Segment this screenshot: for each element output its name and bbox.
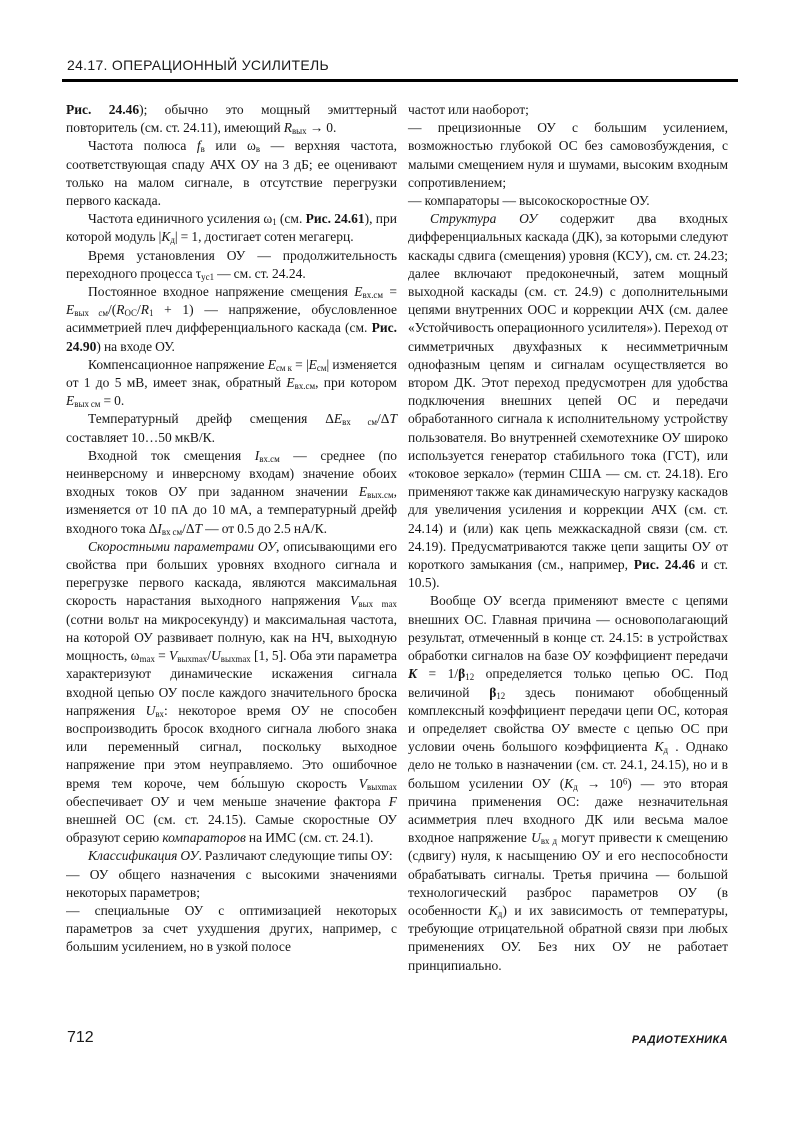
text-run: ); обычно это мощный эмиттерный повторитель (см. ст. 24.11), имеющий — [66, 102, 397, 136]
text-run: = — [383, 284, 397, 300]
text-run: вх см — [342, 417, 378, 428]
paragraph — [66, 356, 397, 411]
text-run: компараторов — [162, 830, 246, 846]
text-run: V — [169, 648, 178, 664]
paragraph — [66, 866, 397, 902]
text-run: вх см — [161, 526, 183, 537]
text-run: вых.см — [367, 490, 394, 501]
text-run: E — [308, 356, 317, 372]
column-left — [66, 101, 397, 1026]
text-run: F — [388, 793, 397, 809]
text-run: выхmax — [177, 654, 208, 665]
paragraph — [408, 210, 728, 592]
text-run: Структура ОУ — [430, 211, 538, 227]
text-run: ) — это вторая причина применения ОС: даже незначительная асимметрия плеч входного ДК или весьма малое входное напряжение — [408, 775, 728, 846]
text-run: I — [157, 520, 162, 536]
text-run: — верхняя частота, соответствующая спаду АЧХ ОУ на 3 дБ; ее оценивают только на малом сигнале, в отсутствие перегрузки первого каскада. — [66, 138, 397, 209]
text-run: , при котором — [315, 375, 397, 391]
text-run: R — [116, 302, 125, 318]
text-run: Классификация ОУ — [88, 848, 199, 864]
text-run: T — [389, 411, 397, 427]
text-run: Рис. 24.46 — [66, 102, 140, 117]
text-run: — компараторы — высокоскоростные ОУ. — [408, 193, 650, 209]
text-run: д — [170, 235, 175, 246]
text-run: V — [358, 775, 368, 791]
paragraph — [408, 119, 728, 192]
text-run: , изменяется от 10 пА до 10 мА, а температурный дрейф входного тока Δ — [66, 484, 397, 536]
text-run: | изменяется от 1 до 5 мВ, имеет знак, обратный — [66, 356, 397, 391]
paragraph — [66, 902, 397, 957]
text-run: Скоростными параметрами ОУ — [88, 538, 276, 554]
text-run: . Различают следующие типы ОУ: — [198, 848, 393, 864]
text-run: Температурный дрейф смещения Δ — [88, 411, 334, 427]
text-run: см — [316, 362, 327, 373]
text-run: составляет 10…50 мкВ/К. — [66, 429, 216, 445]
text-run: (см. — [276, 211, 306, 227]
text-run: Вообще ОУ всегда применяют вместе с цепями внешних ОС. Главная причина — основополагающий результат, отмеченный в конце ст. 24.15: в устройствах обработки сигналов на базе ОУ коэффициент передачи — [408, 593, 728, 664]
text-run: вх.см — [294, 381, 316, 392]
text-run: см к — [275, 362, 292, 373]
text-run: — прецизионные ОУ с большим усилением, возможностью глубокой ОС без самовозбуждения, с малыми смещением нуля и шумами, высоким входным сопротивлением; — [408, 120, 728, 190]
text-run: = — [154, 648, 169, 664]
text-run: в — [255, 144, 261, 155]
text-run: R — [283, 120, 292, 136]
text-run: → 10 — [577, 775, 623, 791]
text-run: /Δ — [377, 411, 390, 427]
text-run: д — [663, 745, 669, 756]
text-run: — специальные ОУ с оптимизацией некоторых параметров за счет ухудшения других, например, с большим усилением, но в узкой полосе — [66, 902, 397, 955]
text-run: 1 — [272, 217, 277, 228]
text-run: | = 1, достигает сотен мегагерц. — [174, 229, 354, 245]
text-run: K — [488, 902, 498, 918]
text-run: Компенсационное напряжение — [88, 356, 268, 372]
text-run: : некоторое время ОУ не способен воспроизводить бросок входного сигнала любого знака или переменный сигнал, поскольку выходное напряжение при этом неуправляемо. Это ошибочное время тем короче, чем бо́льшую скорость — [66, 702, 397, 791]
text-run: E — [66, 302, 75, 318]
text-run: E — [358, 484, 368, 500]
text-run: I — [254, 447, 260, 463]
text-run: K — [408, 666, 418, 682]
text-run: вых max — [358, 599, 397, 610]
text-run: — среднее (по неинверсному и инверсному входам) значение обоих входных токов ОУ при заданном значении — [66, 447, 397, 500]
text-run: Рис. 24.61 — [305, 211, 365, 227]
text-run: Рис. 24.46 — [633, 557, 696, 573]
paragraph — [66, 210, 397, 246]
text-run: выхmax — [220, 654, 251, 665]
text-run: ), при которой модуль | — [66, 211, 397, 245]
paragraph — [408, 592, 728, 974]
section-heading: 24.17. ОПЕРАЦИОННЫЙ УСИЛИТЕЛЬ — [67, 57, 329, 73]
text-run: E — [286, 375, 295, 391]
paragraph — [66, 101, 397, 137]
text-run: — ОУ общего назначения с высокими значениями некоторых параметров; — [66, 866, 397, 900]
text-run: — см. ст. 24.24. — [214, 265, 306, 281]
text-run: (сотни вольт на микросекунду) и максимальная частота, на которой ОУ развивает полную, как на НЧ, выходную мощность, ω — [66, 611, 397, 664]
paragraph — [66, 847, 397, 865]
text-run: [1, 5]. Оба эти параметра характеризуют динамические искажения сигнала входной цепью ОУ после каждого значительного броска напряжения — [66, 648, 397, 718]
text-run: 6 — [622, 775, 628, 786]
text-run: U — [531, 830, 541, 846]
paragraph — [408, 192, 728, 210]
text-body — [66, 101, 728, 1026]
page-number: 712 — [67, 1029, 94, 1046]
text-run: E — [354, 284, 363, 300]
text-run: , описывающими его свойства при больших уровнях входного сигнала и перегрузке первого каскада, являются максимальная скорость нарастания выходного напряжения — [66, 538, 398, 609]
text-run: f — [196, 138, 201, 154]
text-run: 1 — [149, 308, 154, 319]
text-run: . Однако дело не только в назначении (см. ст. 24.1, 24.15), но и в большом усилении ОУ ( — [408, 739, 728, 791]
text-run: K — [654, 739, 664, 755]
paragraph — [66, 538, 397, 847]
text-run: вх д — [540, 836, 557, 847]
paragraph — [408, 101, 728, 119]
journal-title: РАДИОТЕХНИКА — [631, 1034, 728, 1046]
text-run: вых см — [74, 308, 109, 319]
paragraph — [66, 410, 397, 446]
text-run: вх.см — [259, 453, 280, 464]
text-run: /( — [108, 302, 117, 318]
text-run: 12 — [496, 690, 506, 701]
text-run: E — [333, 411, 343, 427]
text-run: E — [66, 393, 75, 409]
text-run: /Δ — [182, 520, 195, 536]
text-run: + 1) — напряжение, обусловленное асимметрией плеч дифференциального каскада (см. — [66, 302, 397, 336]
text-run: 12 — [465, 672, 475, 683]
paragraph — [66, 447, 397, 538]
text-run: / — [137, 302, 141, 318]
text-run: Рис. 24.90 — [66, 320, 397, 354]
text-run: обеспечивает ОУ и чем меньше значение фактора — [66, 793, 389, 809]
text-run: V — [350, 593, 359, 609]
text-run: → 0. — [306, 120, 337, 136]
text-run: вх — [155, 708, 165, 719]
text-run: вых — [291, 126, 307, 137]
text-run: ) и их зависимость от температуры, требующие отрицательной обратной связи при любых применениях ОУ. Без них ОУ не работает принципиально. — [408, 902, 728, 973]
text-run: ус1 — [201, 271, 215, 282]
text-run: — от 0.5 до 2.5 нА/К. — [202, 520, 327, 536]
text-run: T — [194, 520, 203, 536]
text-run: = | — [291, 356, 309, 372]
text-run: здесь понимают обобщенный комплексный коэффициент передачи цепи ОС, которая и определяет свойства ОУ вместе с цепью ОС при условии очень большого коэффициента — [408, 684, 728, 755]
text-run: д — [573, 781, 578, 792]
text-run: могут привести к смещению (сдвигу) нуля, к насыщению ОУ и его неспособности обрабатывать сигналы. Третья причина — большой технологический разброс параметров ОУ (в особенности — [408, 830, 728, 918]
text-run: R — [140, 302, 150, 318]
text-run: содержит два входных дифференциальных каскада (ДК), за которыми следуют каскады сдвига (смещения) уровня (КСУ), см. ст. 24.23; далее включают предоконечный, затем мощный выходной каскады (см. ст. 24.9) с дополнительными цепями внутренних ООС и коррекции АЧХ (см. далее «Устойчивость операционного усилителя»). Переход от симметричных двухфазных к несимметричным однофазным цепям и сигналам осуществляется во втором ДК. Этот переход предусмотрен для удобства подключения внешних цепей ОС и передачи обработанного сигнала к исполнительному устройству пользователя. Во внутренней схемотехнике ОУ широко используется генератор стабильного тока (ГСТ), или «токовое зеркало» (термин США — см. ст. 24.18). Его применяют также как динамическую нагрузку каскадов для увеличения усиления и коррекции АЧХ (см. ст. 24.14) и (или) как цепь межкаскадной связи (см. ст. 24.19). Предусматриваются также цепи защиты ОУ от короткого замыкания (см., например, — [408, 211, 728, 573]
text-run: ОС — [124, 308, 137, 319]
text-run: K — [161, 229, 171, 245]
text-run: = 0. — [100, 393, 125, 409]
text-run: β — [489, 684, 497, 700]
text-run: в — [200, 144, 205, 155]
text-run: = 1/ — [417, 666, 459, 682]
text-run: частот или наоборот; — [408, 102, 529, 117]
text-run: выхmax — [367, 781, 397, 792]
text-run: Время установления ОУ — продолжительность переходного процесса τ — [66, 247, 397, 281]
text-run: Входной ток смещения — [88, 447, 255, 463]
text-run: или ω — [204, 138, 256, 154]
text-run: / — [207, 648, 211, 664]
text-run: внешней ОС (см. ст. 24.15). Самые скоростные ОУ образуют серию — [66, 811, 397, 846]
text-run: и ст. 10.5). — [408, 557, 728, 591]
text-run: β — [458, 666, 466, 682]
text-run: вх.см — [362, 290, 384, 301]
text-run: U — [211, 648, 221, 664]
column-right — [408, 101, 728, 1026]
text-run: Постоянное входное напряжение смещения — [88, 284, 355, 300]
paragraph — [66, 283, 397, 356]
text-run: определяется только цепью ОС. Под величиной — [408, 666, 728, 700]
text-run: Частота полюса — [88, 138, 197, 154]
text-run: д — [497, 909, 503, 920]
paragraph — [66, 137, 397, 210]
text-run: K — [564, 775, 574, 791]
paragraph — [66, 247, 397, 283]
text-run: на ИМС (см. ст. 24.1). — [245, 830, 374, 846]
text-run: U — [145, 702, 156, 718]
text-run: max — [139, 654, 155, 665]
text-run: E — [267, 356, 276, 372]
text-run: вых см — [74, 399, 101, 410]
text-run: ) на входе ОУ. — [96, 338, 175, 354]
header-rule — [62, 79, 738, 82]
text-run: Частота единичного усиления ω — [88, 211, 273, 227]
